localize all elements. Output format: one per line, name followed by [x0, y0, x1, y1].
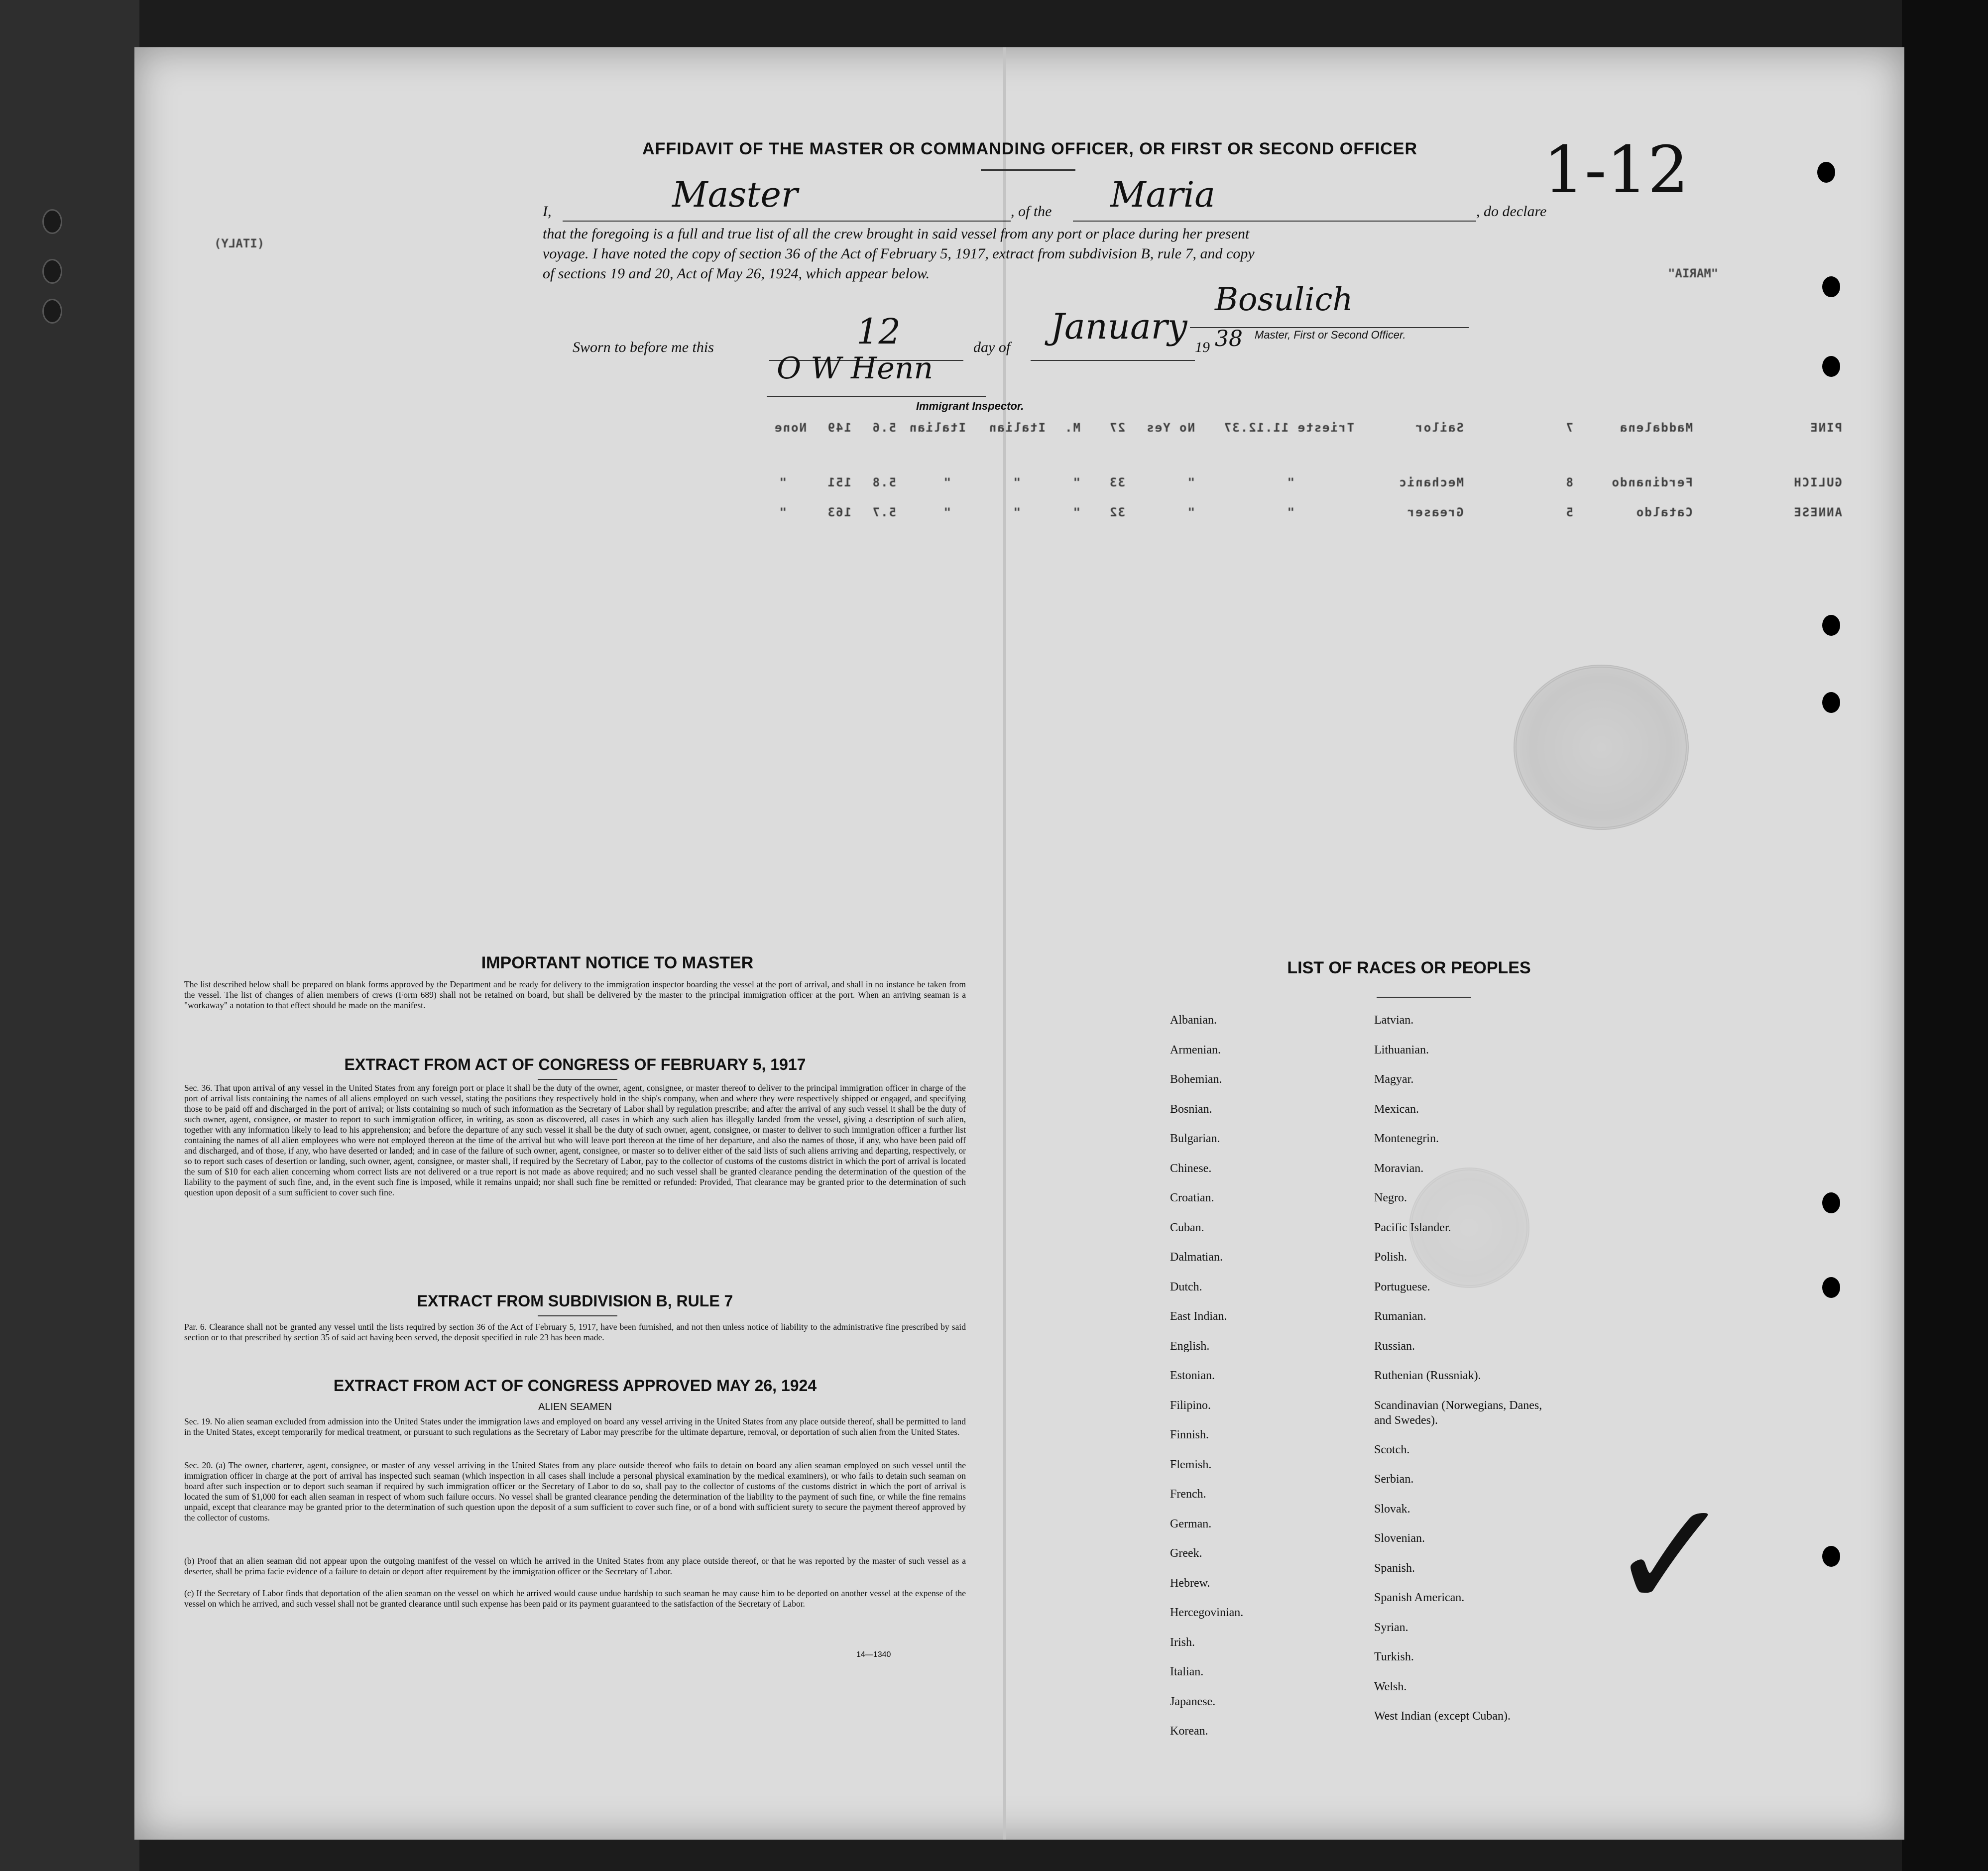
race-item: Dutch.	[1170, 1280, 1202, 1293]
punch-hole	[1822, 1546, 1840, 1567]
notice-text: The list described below shall be prepared on blank forms approved by the Department and be ready for delivery to the immigration inspector boarding the vessel at the port of arrival, and shall in no instance be taken from the vessel. The list of changes of alien members of crews (Form 689) shall not be retained on board, but shall be delivered by the master to the principal immigration officer at the port. When an arriving seaman is a "workaway" a notation to that effect should be made on the manifest.	[184, 979, 966, 1010]
races-column-1	[1170, 1006, 1379, 1747]
alien-seamen-subtitle: ALIEN SEAMEN	[538, 1402, 612, 1412]
race-item: Armenian.	[1170, 1043, 1221, 1056]
race-item: Dalmatian.	[1170, 1251, 1223, 1264]
punch-hole	[1817, 162, 1835, 183]
extract-1917-title: EXTRACT FROM ACT OF CONGRESS OF FEBRUARY 5, 1917	[344, 1055, 806, 1073]
extract-1924-sec20b: (b) Proof that an alien seaman did not appear upon the outgoing manifest of the vessel on which he arrived in the United States from any place outside thereof, or that he was reported by the master of such vessel as a deserter, shall be prima facie evidence of a failure to detain or deport after requirement by the immigration officer or the Secretary of Labor.	[184, 1556, 966, 1576]
form-number: 14—1340	[856, 1650, 891, 1659]
handwritten-year: 38	[1215, 326, 1243, 351]
race-item: Scotch.	[1374, 1443, 1410, 1456]
race-item: Cuban.	[1170, 1221, 1204, 1234]
extract-1924-sec19: Sec. 19. No alien seaman excluded from admission into the United States under the immigration laws and employed on board any vessel arriving in the United States from any place outside thereof, shall be permitted to land in the United States, except temporarily for medical treatment, or pursuant to such regulations as the Secretary of Labor may prescribe for the ultimate departure, removal, or deportation of such alien from the United States.	[184, 1416, 966, 1437]
fill-line	[1073, 221, 1476, 222]
handwritten-month: January	[1051, 306, 1187, 347]
declaration-line-2: that the foregoing is a full and true list of all the crew brought in said vessel from any port or place during her present	[543, 226, 1250, 242]
punch-hole	[1822, 356, 1840, 377]
race-item: Slovak.	[1374, 1502, 1410, 1516]
race-item: East Indian.	[1170, 1310, 1227, 1323]
race-item: Latvian.	[1374, 1014, 1414, 1027]
races-column-2	[1374, 1006, 1633, 1732]
race-item: Magyar.	[1374, 1073, 1414, 1086]
race-item: German.	[1170, 1517, 1212, 1530]
punch-hole	[1822, 276, 1840, 297]
extract-1924-title: EXTRACT FROM ACT OF CONGRESS APPROVED MAY 26, 1924	[333, 1377, 817, 1395]
race-item: Croatian.	[1170, 1191, 1214, 1204]
extract-1924-sec20a: Sec. 20. (a) The owner, charterer, agent, consignee, or master of any vessel arriving in the United States from any place outside thereof who fails to detain on board any alien seaman employed on such vessel until the immigration officer in charge at the port of arrival has inspected such seaman (which inspection in all cases shall include a personal physical examination by the medical examiners), or who fails to detain such seaman on board after such inspection or to deport such seaman if required by such immigration officer or the Secretary of Labor to do so, shall pay to the collector of customs of the customs district in which the port of arrival is located the sum of $1,000 for each alien seaman in respect of whom such failure occurs. No vessel shall be granted clearance pending the determination of the liability to the payment of such fine, or while the fine remains unpaid, except that clearance may be granted prior to the determination of such question upon the deposit of a sum sufficient to cover such fine, or of a bond with sufficient surety to secure the payment thereof approved by the collector of customs.	[184, 1460, 966, 1522]
handwritten-vessel: Maria	[1110, 174, 1215, 215]
race-item: Spanish.	[1374, 1561, 1415, 1575]
fill-line	[563, 221, 1011, 222]
race-item: Irish.	[1170, 1636, 1195, 1649]
race-item: Bosnian.	[1170, 1102, 1212, 1116]
race-item: Portuguese.	[1374, 1280, 1430, 1293]
extract-1924-sec20c: (c) If the Secretary of Labor finds that deportation of the alien seaman on the vessel on which he arrived would cause undue hardship to such seaman he may cause him to be deported on another vessel at the expense of the vessel on which he arrived, and such vessel shall not be granted clearance until such expense has been paid or its payment guaranteed to the satisfaction of the Secretary of Labor.	[184, 1588, 966, 1609]
rule7-title: EXTRACT FROM SUBDIVISION B, RULE 7	[417, 1292, 733, 1310]
race-item: English.	[1170, 1339, 1210, 1353]
race-item: Montenegrin.	[1374, 1132, 1439, 1145]
divider	[1377, 997, 1471, 998]
race-item: Flemish.	[1170, 1458, 1212, 1471]
race-item: Korean.	[1170, 1725, 1208, 1738]
scanner-frame-right	[1902, 0, 1988, 1871]
punch-hole	[1822, 1277, 1840, 1298]
handwritten-day: 12	[856, 311, 901, 352]
race-item: Welsh.	[1374, 1680, 1407, 1693]
race-item: Syrian.	[1374, 1621, 1408, 1634]
page-mark: 1-12	[1543, 132, 1689, 208]
race-item: Greek.	[1170, 1547, 1202, 1560]
race-item: Italian.	[1170, 1665, 1204, 1678]
race-item: Hebrew.	[1170, 1576, 1210, 1590]
embossed-seal	[1514, 665, 1689, 830]
punch-hole	[1822, 615, 1840, 636]
race-item: Japanese.	[1170, 1695, 1216, 1708]
rule7-text: Par. 6. Clearance shall not be granted any vessel until the lists required by section 36 of the Act of February 5, 1917, have been furnished, and not then unless notice of liability to the administrative fine prescribed by said section or to that prescribed by section 35 of said act having been served, the deposit specified in rule 23 has been made.	[184, 1322, 966, 1342]
document-page: 1-12 AFFIDAVIT OF THE MASTER OR COMMANDING OFFICER, OR FIRST OR SECOND OFFICER I, Master , of the Maria , do declare that the foregoing is a full and true list of all the crew brought in said vessel from any port or place during her present voyage. I have noted the copy of section 36 of the Act of February 5, 1917, extract from subdivision B, rule 7, and copy of sections 19 and 20, Act of May 26, 1924, which appear below. Bosulich Master, First or Second Officer. Sworn to before me this 12 day of January 19 38 O W Henn Immigrant Inspector. "MARIA" (ITALY) PINE Maddalena 7 Sailor Trieste 11.12.37 No Yes 27 M. Italian Italian 5.6 149 None GULICH Ferdinando 8 Mechanic " " 33 " " " 5.8 151 " ANNESE Cataldo 5 Greaser " " 32 " " " 5.7 163 " IMPORTANT NOTICE TO MASTER The list described below shall be prepared on blank forms approved by the Department and be ready for delivery to the immigration inspector boarding the vessel at the port of arrival, and shall in no instance be taken from the vessel. The list of changes of alien members of crews (Form 689) shall not be retained on board, but shall be delivered by the master to the principal immigration officer at the port. When an arriving seaman is a "workaway" a notation to that effect should be made on the manifest. EXTRACT FROM ACT OF CONGRESS OF FEBRUARY 5, 1917 Sec. 36. That upon arrival of any vessel in the United States from any foreign port or place it shall be the duty of the owner, agent, consignee, or master thereof to deliver to the principal immigration officer in charge of the port of arrival lists containing the names of all aliens employed on such vessel, stating the positions they respectively hold in the ship's company, when and where they were respectively shipped or engaged, and specifying those to be paid off and discharged in the port of arrival; or lists containing so much of such information as the Secretary of Labor shall by regulation prescribe; and after the arrival of any such vessel it shall be the duty of such owner, agent, consignee, or master to report to such immigration officer, in writing, as soon as discovered, all cases in which any such alien has illegally landed from the vessel, giving a description of such alien, together with any information likely to lead to his apprehension; and before the departure of any such vessel it shall be the duty of such owner, agent, consignee, or master to deliver to such immigration officer a further list containing the names of all alien employees who were not employed thereon at the time of the arrival but who will leave port thereon at the time of her departure, and also the names of those, if any, who have been paid off and discharged, and of those, if any, who have deserted or landed; and in case of the failure of such owner, agent, consignee, or master so to deliver either of the said lists of such aliens arriving and departing, respectively, or so to report such cases of desertion or landing, such owner, agent, consignee, or master shall, if required by the Secretary of Labor, pay to the collector of customs of the customs district in which the port of arrival is located the sum of $10 for each alien concerning whom correct lists are not delivered or a true report is not made as above required; and no such vessel shall be granted clearance pending the determination of the question of the liability to the payment of such fine, and, in the event such fine is imposed, while it remains unpaid; nor shall such fine be remitted or refunded: Provided, That clearance may be granted prior to the determination of such question upon deposit of a sum sufficient to cover such fine. EXTRACT FROM SUBDIVISION B, RULE 7 Par. 6. Clearance shall not be granted any vessel until the lists required by section 36 of the Act of February 5, 1917, have been furnished, and not then unless notice of liability to the administrative fine prescribed by said section or to that prescribed by section 35 of said act having been served, the deposit specified in rule 23 has been made. EXTRACT FROM ACT OF CONGRESS APPROVED MAY 26, 1924 ALIEN SEAMEN Sec. 19. No alien seaman excluded from admission into the United States under the immigration laws and employed on board any vessel arriving in the United States from any place outside thereof, shall be permitted to land in the United States, except temporarily for medical treatment, or pursuant to such regulations as the Secretary of Labor may prescribe for the ultimate departure, removal, or deportation of such alien from the United States. Sec. 20. (a) The owner, charterer, agent, consignee, or master of any vessel arriving in the United States from any place outside thereof who fails to detain on board any alien seaman employed on such vessel until the immigration officer in charge at the port of arrival has inspected such seaman (which inspection in all cases shall include a personal physical examination by the medical examiners), or who fails to detain such seaman on board after such inspection or to deport such seaman if required by such immigration officer or the Secretary of Labor to do so, shall pay to the collector of customs of the customs district in which the port of arrival is located the sum of $1,000 for each alien seaman in respect of whom such failure occurs. No vessel shall be granted clearance pending the determination of the liability to the payment of such fine, or while the fine remains unpaid, except that clearance may be granted prior to the determination of such question upon the deposit of a sum sufficient to cover such fine, or of a bond with sufficient surety to secure the payment thereof approved by the collector of customs. (b) Proof that an alien seaman did not appear upon the outgoing manifest of the vessel on which he arrived in the United States from any place outside thereof, or that he was reported by the master of such vessel as a deserter, shall be prima facie evidence of a failure to detain or deport after requirement by the immigration officer or the Secretary of Labor. (c) If the Secretary of Labor finds that deportation of the alien seaman on the vessel on which he arrived would cause undue hardship to such seaman he may cause him to be deported on another vessel at the expense of the vessel on which he arrived, and such vessel shall not be granted clearance until such expense has been paid or its payment guaranteed to the satisfaction of the Secretary of Labor. 14—1340 LIST OF RACES OR PEOPLES Albanian. Armenian. Bohemian. Bosnian. Bulgarian. Chinese. Croatian. Cuban. Dalmatian. Dutch. East Indian. English. Estonian. Filipino. Finnish. Flemish. French. German. Greek. Hebrew. Hercegovinian. Irish. Italian. Japanese. Korean. Latvian. Lithuanian. Magyar. Mexican. Montenegrin. Moravian. Negro. Pacific Islander. Polish. Portuguese. Rumanian. Russian. Ruthenian (Russniak). Scandinavian (Norwegians, Danes, and Swedes). Scotch. Serbian. Slovak. Slovenian. Spanish. Spanish American. Syrian. Turkish. Welsh. West Indian (except Cuban). ✓	[134, 47, 1904, 1840]
day-of-text: day of	[973, 339, 1011, 355]
page-fold	[1003, 47, 1006, 1840]
offset-vessel-flag: (ITALY)	[214, 236, 265, 250]
race-item: Mexican.	[1374, 1102, 1419, 1116]
scanner-frame-left	[0, 0, 139, 1871]
handwritten-rank: Master	[672, 174, 798, 215]
race-item: Bulgarian.	[1170, 1132, 1220, 1145]
race-item: Lithuanian.	[1374, 1043, 1429, 1056]
race-item: Rumanian.	[1374, 1310, 1426, 1323]
race-item: Hercegovinian.	[1170, 1606, 1244, 1619]
race-item: Finnish.	[1170, 1428, 1209, 1441]
race-item: Polish.	[1374, 1251, 1407, 1264]
races-title: LIST OF RACES OR PEOPLES	[1287, 958, 1531, 977]
race-item: Turkish.	[1374, 1650, 1414, 1663]
declaration-of-the: , of the	[1011, 203, 1052, 220]
divider	[538, 1315, 617, 1316]
race-item: Moravian.	[1374, 1162, 1424, 1175]
declaration-do-declare: , do declare	[1476, 203, 1547, 220]
race-item: Russian.	[1374, 1339, 1415, 1353]
declaration-line-4: of sections 19 and 20, Act of May 26, 1924, which appear below.	[543, 265, 930, 282]
divider	[538, 1079, 617, 1080]
race-item: Spanish American.	[1374, 1591, 1465, 1604]
declaration-i: I,	[543, 203, 552, 220]
master-signature: Bosulich	[1215, 281, 1353, 318]
offset-vessel-name: "MARIA"	[1668, 266, 1719, 280]
race-item: Estonian.	[1170, 1369, 1215, 1382]
race-item: Chinese.	[1170, 1162, 1212, 1175]
race-item: Albanian.	[1170, 1014, 1217, 1027]
binder-hole	[42, 259, 62, 284]
binder-hole	[42, 299, 62, 324]
declaration-line-3: voyage. I have noted the copy of section 36 of the Act of February 5, 1917, extract from subdivision B, rule 7, and copy	[543, 245, 1255, 262]
sworn-text: Sworn to before me this	[573, 339, 714, 355]
race-item: Scandinavian (Norwegians, Danes, and Swedes).	[1374, 1399, 1542, 1427]
signature-caption: Master, First or Second Officer.	[1255, 329, 1406, 341]
race-item: Slovenian.	[1374, 1532, 1425, 1545]
divider	[981, 169, 1075, 171]
signature-line	[767, 396, 986, 397]
binder-hole	[42, 209, 62, 234]
race-item: Pacific Islander.	[1374, 1221, 1451, 1234]
year-prefix: 19	[1195, 339, 1210, 355]
race-item: Filipino.	[1170, 1399, 1211, 1412]
punch-hole	[1822, 692, 1840, 713]
inspector-caption: Immigrant Inspector.	[916, 400, 1024, 412]
race-item: Negro.	[1374, 1191, 1407, 1204]
notice-title: IMPORTANT NOTICE TO MASTER	[481, 953, 754, 972]
race-item: West Indian (except Cuban).	[1374, 1710, 1511, 1723]
race-item: Serbian.	[1374, 1473, 1414, 1486]
race-item: Ruthenian (Russniak).	[1374, 1369, 1481, 1382]
race-item: Bohemian.	[1170, 1073, 1222, 1086]
extract-1917-text: Sec. 36. That upon arrival of any vessel in the United States from any foreign port or place it shall be the duty of the owner, agent, consignee, or master thereof to deliver to the principal immigration officer in charge of the port of arrival lists containing the names of all aliens employed on such vessel, stating the positions they respectively hold in the ship's company, when and where they were respectively shipped or engaged, and specifying those to be paid off and discharged in the port of arrival; or lists containing so much of such information as the Secretary of Labor shall by regulation prescribe; and after the arrival of any such vessel it shall be the duty of such owner, agent, consignee, or master to report to such immigration officer, in writing, as soon as discovered, all cases in which any such alien has illegally landed from the vessel, giving a description of such alien, together with any information likely to lead to his apprehension; and before the departure of any such vessel it shall be the duty of such owner, agent, consignee, or master to deliver to such immigration officer a further list containing the names of all alien employees who were not employed thereon at the time of the arrival but who will leave port thereon at the time of her departure, and also the names of those, if any, who have been paid off and discharged, and of those, if any, who have deserted or landed; and in case of the failure of such owner, agent, consignee, or master so to deliver either of the said lists of such aliens arriving and departing, respectively, or so to report such cases of desertion or landing, such owner, agent, consignee, or master shall, if required by the Secretary of Labor, pay to the collector of customs of the customs district in which the port of arrival is located the sum of $10 for each alien concerning whom correct lists are not delivered or a true report is not made as above required; and no such vessel shall be granted clearance pending the determination of the question of the liability to the payment of such fine, and, in the event such fine is imposed, while it remains unpaid; nor shall such fine be remitted or refunded: Provided, That clearance may be granted prior to the determination of such question upon deposit of a sum sufficient to cover such fine.	[184, 1083, 966, 1197]
fill-line	[1031, 360, 1195, 361]
inspector-signature: O W Henn	[777, 351, 934, 386]
check-mark: ✓	[1608, 1469, 1734, 1642]
affidavit-title: AFFIDAVIT OF THE MASTER OR COMMANDING OFFICER, OR FIRST OR SECOND OFFICER	[642, 139, 1417, 158]
punch-hole	[1822, 1192, 1840, 1213]
race-item: French.	[1170, 1488, 1206, 1501]
